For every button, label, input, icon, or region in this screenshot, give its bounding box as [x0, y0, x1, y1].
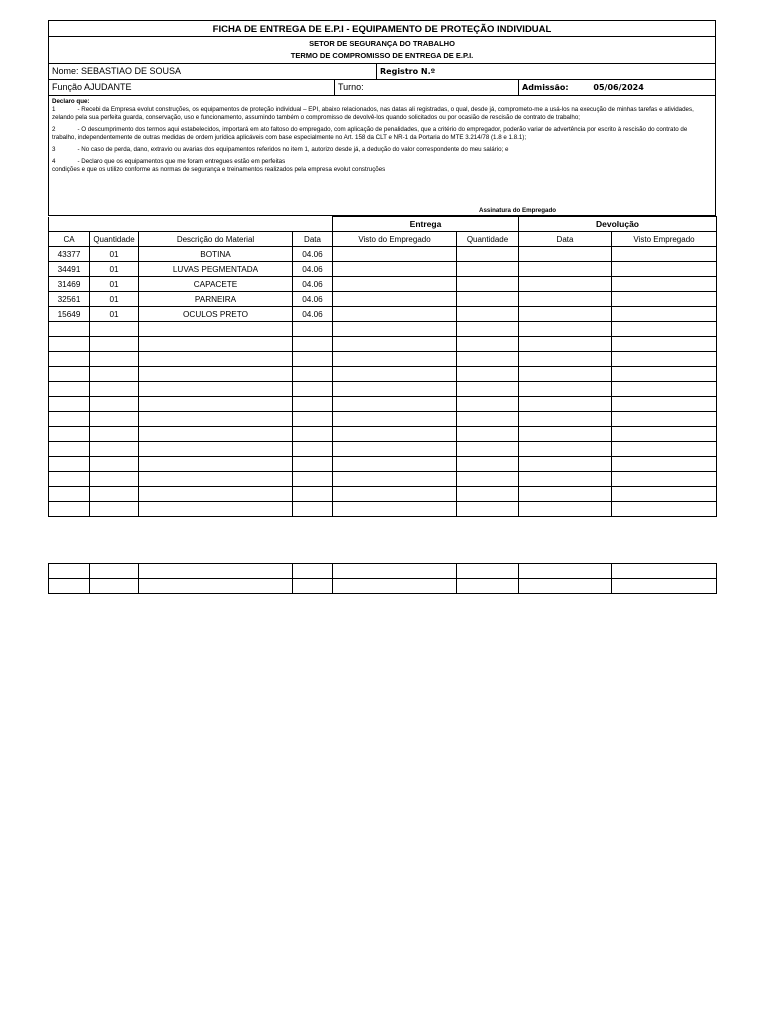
declaration-item-4	[52, 158, 712, 173]
admissao-cell	[518, 80, 715, 95]
table-cell	[139, 397, 293, 412]
table-cell	[612, 397, 717, 412]
header-ca: CA	[49, 232, 90, 247]
table-row-empty	[49, 337, 717, 352]
table-cell	[457, 487, 519, 502]
table-cell: 04.06	[293, 262, 333, 277]
employee-name: SEBASTIAO DE SOUSA	[81, 66, 182, 76]
table-cell	[333, 307, 457, 322]
table-cell	[90, 487, 139, 502]
item-1-number: 1	[52, 106, 56, 114]
table-cell	[612, 367, 717, 382]
table-cell	[49, 564, 90, 579]
employee-function-row	[48, 80, 716, 96]
item-4-text: - Declaro que os equipamentos que me foram entregues estão em perfeitas	[77, 158, 286, 166]
table-cell	[519, 427, 612, 442]
table-cell	[457, 382, 519, 397]
table-cell	[457, 292, 519, 307]
declaration-item-2	[52, 126, 712, 141]
declaration-block	[48, 96, 716, 216]
table-cell	[293, 367, 333, 382]
table-cell: BOTINA	[139, 247, 293, 262]
table-cell	[139, 352, 293, 367]
registro-label: Registro N.º	[380, 67, 436, 76]
table-row-empty	[49, 457, 717, 472]
table-cell	[519, 412, 612, 427]
table-cell	[333, 427, 457, 442]
table-cell	[293, 322, 333, 337]
table-cell	[457, 322, 519, 337]
table-cell	[49, 337, 90, 352]
table-cell	[333, 487, 457, 502]
table-cell: 04.06	[293, 292, 333, 307]
table-cell	[457, 277, 519, 292]
declaration-heading: Declaro que:	[52, 98, 90, 105]
table-cell	[90, 397, 139, 412]
table-cell	[333, 579, 457, 594]
table-cell	[90, 427, 139, 442]
table-row-empty	[49, 487, 717, 502]
table-cell	[519, 457, 612, 472]
table-cell	[519, 472, 612, 487]
table-cell	[333, 247, 457, 262]
table-cell: 01	[90, 292, 139, 307]
funcao-value: AJUDANTE	[84, 82, 132, 92]
table-cell	[293, 352, 333, 367]
admissao-date: 05/06/2024	[593, 83, 644, 92]
table-cell	[49, 427, 90, 442]
funcao-label: Função	[52, 82, 83, 92]
epi-form	[48, 20, 716, 517]
table-cell	[49, 579, 90, 594]
table-cell	[49, 397, 90, 412]
table-cell	[457, 412, 519, 427]
table-row-empty	[49, 412, 717, 427]
table-cell	[519, 367, 612, 382]
table-cell	[139, 412, 293, 427]
table-cell	[293, 442, 333, 457]
extra-table	[48, 563, 717, 594]
table-cell	[612, 247, 717, 262]
table-cell	[457, 472, 519, 487]
table-row-empty	[49, 397, 717, 412]
header-devolucao-quantidade: Quantidade	[457, 232, 519, 247]
table-cell	[333, 472, 457, 487]
funcao-cell	[49, 80, 334, 95]
turno-label: Turno:	[338, 82, 364, 92]
subtitle-term: TERMO DE COMPROMISSO DE ENTREGA DE E.P.I.	[290, 51, 474, 60]
table-cell	[457, 457, 519, 472]
table-cell	[612, 277, 717, 292]
employee-name-row	[48, 64, 716, 80]
table-cell	[519, 307, 612, 322]
table-cell: 43377	[49, 247, 90, 262]
table-group-row	[49, 217, 717, 232]
table-cell	[293, 337, 333, 352]
item-4-number: 4	[52, 158, 56, 166]
table-cell	[612, 337, 717, 352]
table-row-empty	[49, 352, 717, 367]
table-row	[49, 247, 717, 262]
extra-table-row	[49, 564, 717, 579]
table-cell	[519, 502, 612, 517]
table-cell	[519, 564, 612, 579]
table-cell: 31469	[49, 277, 90, 292]
item-3-text: - No caso de perda, dano, extravio ou avarias dos equipamentos referidos no item 1, autorizo desde já, a dedução do valor correspondente do meu salário; e	[77, 146, 509, 154]
table-row	[49, 262, 717, 277]
table-cell	[90, 579, 139, 594]
table-cell	[49, 412, 90, 427]
table-cell	[457, 262, 519, 277]
extra-table-row	[49, 579, 717, 594]
table-cell	[139, 322, 293, 337]
table-cell	[612, 382, 717, 397]
form-title: FICHA DE ENTREGA DE E.P.I - EQUIPAMENTO DE PROTEÇÃO INDIVIDUAL	[48, 20, 716, 37]
table-cell	[293, 487, 333, 502]
table-cell: 32561	[49, 292, 90, 307]
table-cell	[139, 367, 293, 382]
table-cell	[519, 487, 612, 502]
table-cell	[612, 322, 717, 337]
table-cell	[139, 472, 293, 487]
table-cell	[333, 322, 457, 337]
declaration-item-1	[52, 106, 712, 121]
table-cell	[612, 457, 717, 472]
table-cell: PARNEIRA	[139, 292, 293, 307]
table-cell	[612, 307, 717, 322]
table-cell	[333, 564, 457, 579]
table-cell	[333, 337, 457, 352]
table-row	[49, 307, 717, 322]
registro-cell	[376, 64, 715, 79]
table-row-empty	[49, 472, 717, 487]
table-cell	[519, 337, 612, 352]
table-cell	[612, 352, 717, 367]
table-row-empty	[49, 442, 717, 457]
table-cell	[612, 472, 717, 487]
table-cell	[333, 502, 457, 517]
table-cell	[333, 292, 457, 307]
declaration-item-3	[52, 146, 712, 153]
table-cell	[293, 427, 333, 442]
table-cell	[519, 352, 612, 367]
table-cell	[90, 457, 139, 472]
table-cell	[49, 322, 90, 337]
header-visto-empregado: Visto do Empregado	[333, 232, 457, 247]
table-cell	[90, 322, 139, 337]
item-1-text: - Recebi da Empresa evolut construções, os equipamentos de proteção individual – EPI, abaixo relacionados, nas datas ali registradas, o qual, desde já, comprometo-me a usá-los na execução de minhas tarefas e atividades, zelando pela sua perfeita guarda, conservação, uso e funcionamento, assumindo também o compromisso de devolvê-los quando solicitados ou por ocasião de rescisão de contrato de trabalho;	[52, 106, 694, 121]
table-cell	[519, 322, 612, 337]
table-cell	[612, 487, 717, 502]
table-cell	[293, 382, 333, 397]
table-cell	[519, 382, 612, 397]
table-cell	[49, 367, 90, 382]
table-cell	[49, 487, 90, 502]
table-cell	[293, 564, 333, 579]
table-cell	[49, 472, 90, 487]
table-cell	[333, 457, 457, 472]
table-cell	[139, 442, 293, 457]
table-cell	[90, 442, 139, 457]
table-cell	[457, 367, 519, 382]
table-row-empty	[49, 367, 717, 382]
table-cell	[333, 352, 457, 367]
signature-label: Assinatura do Empregado	[479, 207, 557, 214]
table-cell	[90, 412, 139, 427]
table-cell	[612, 427, 717, 442]
table-cell	[457, 579, 519, 594]
table-cell: 04.06	[293, 277, 333, 292]
table-cell	[293, 397, 333, 412]
table-cell	[90, 382, 139, 397]
name-cell	[49, 64, 376, 79]
table-cell	[90, 367, 139, 382]
table-cell: OCULOS PRETO	[139, 307, 293, 322]
epi-table	[48, 216, 717, 517]
table-cell	[90, 337, 139, 352]
table-cell	[457, 397, 519, 412]
table-cell	[457, 502, 519, 517]
table-cell	[139, 564, 293, 579]
table-cell: 01	[90, 277, 139, 292]
table-cell	[519, 442, 612, 457]
admissao-label: Admissão:	[522, 83, 569, 92]
table-cell	[457, 442, 519, 457]
item-2-number: 2	[52, 126, 56, 134]
item-4-continuation: condições e que os utilizo conforme as normas de segurança e treinamentos realizados pela empresa evolut construções	[52, 165, 386, 173]
table-cell	[519, 579, 612, 594]
table-cell	[333, 277, 457, 292]
table-cell	[49, 457, 90, 472]
table-row-empty	[49, 322, 717, 337]
table-cell: 01	[90, 262, 139, 277]
table-cell	[90, 564, 139, 579]
table-cell	[293, 579, 333, 594]
table-cell	[612, 292, 717, 307]
header-data: Data	[293, 232, 333, 247]
table-cell	[612, 564, 717, 579]
table-cell	[139, 502, 293, 517]
table-cell	[612, 262, 717, 277]
table-cell	[139, 487, 293, 502]
table-row	[49, 292, 717, 307]
table-cell: 04.06	[293, 247, 333, 262]
table-cell	[139, 427, 293, 442]
table-cell	[293, 412, 333, 427]
table-cell	[293, 457, 333, 472]
table-cell	[612, 442, 717, 457]
table-cell	[612, 502, 717, 517]
table-cell	[49, 382, 90, 397]
table-cell	[293, 502, 333, 517]
group-devolucao: Devolução	[519, 217, 717, 232]
table-header-row	[49, 232, 717, 247]
header-descricao: Descrição do Material	[139, 232, 293, 247]
table-cell: CAPACETE	[139, 277, 293, 292]
group-entrega: Entrega	[333, 217, 519, 232]
table-cell: 01	[90, 307, 139, 322]
table-cell	[457, 352, 519, 367]
table-row-empty	[49, 382, 717, 397]
table-cell	[139, 579, 293, 594]
table-cell: 15649	[49, 307, 90, 322]
table-cell	[612, 579, 717, 594]
table-cell	[293, 472, 333, 487]
item-3-number: 3	[52, 146, 56, 154]
table-cell	[612, 412, 717, 427]
extra-table-section	[48, 563, 717, 594]
table-cell	[49, 442, 90, 457]
subtitle-sector: SETOR DE SEGURANÇA DO TRABALHO	[309, 39, 455, 48]
header-quantidade: Quantidade	[90, 232, 139, 247]
table-cell	[139, 382, 293, 397]
table-cell	[519, 277, 612, 292]
table-cell: 01	[90, 247, 139, 262]
table-cell	[457, 307, 519, 322]
table-cell: 04.06	[293, 307, 333, 322]
table-cell	[519, 262, 612, 277]
table-cell	[333, 262, 457, 277]
table-cell: 34491	[49, 262, 90, 277]
table-cell	[49, 502, 90, 517]
table-cell	[90, 472, 139, 487]
table-cell	[333, 412, 457, 427]
table-cell	[333, 397, 457, 412]
item-2-text: - O descumprimento dos termos aqui estabelecidos, importará em ato faltoso do empregado, com aplicação de penalidades, que a critério do empregador, poderão variar de advertência por escrito à rescisão do contrato de trabalho, independentemente de outras medidas de ordem jurídica aplicáveis com base especialmente no Art. 158 da CLT e NR-1 da Portaria do MTE 3.214/78 (1.8 e 1.8.1);	[52, 126, 688, 141]
name-label: Nome:	[52, 66, 79, 76]
table-cell	[333, 442, 457, 457]
header-devolucao-visto: Visto Empregado	[612, 232, 717, 247]
table-cell	[90, 502, 139, 517]
table-cell	[333, 382, 457, 397]
table-row-empty	[49, 427, 717, 442]
form-subtitle	[48, 37, 716, 64]
table-cell: LUVAS PEGMENTADA	[139, 262, 293, 277]
table-cell	[519, 397, 612, 412]
table-cell	[49, 352, 90, 367]
table-cell	[519, 247, 612, 262]
table-cell	[457, 427, 519, 442]
table-cell	[457, 247, 519, 262]
table-cell	[139, 457, 293, 472]
table-cell	[457, 337, 519, 352]
table-cell	[139, 337, 293, 352]
group-blank	[49, 217, 333, 232]
header-devolucao-data: Data	[519, 232, 612, 247]
table-cell	[333, 367, 457, 382]
table-cell	[519, 292, 612, 307]
table-cell	[90, 352, 139, 367]
turno-cell	[334, 80, 518, 95]
table-cell	[457, 564, 519, 579]
table-row	[49, 277, 717, 292]
table-row-empty	[49, 502, 717, 517]
